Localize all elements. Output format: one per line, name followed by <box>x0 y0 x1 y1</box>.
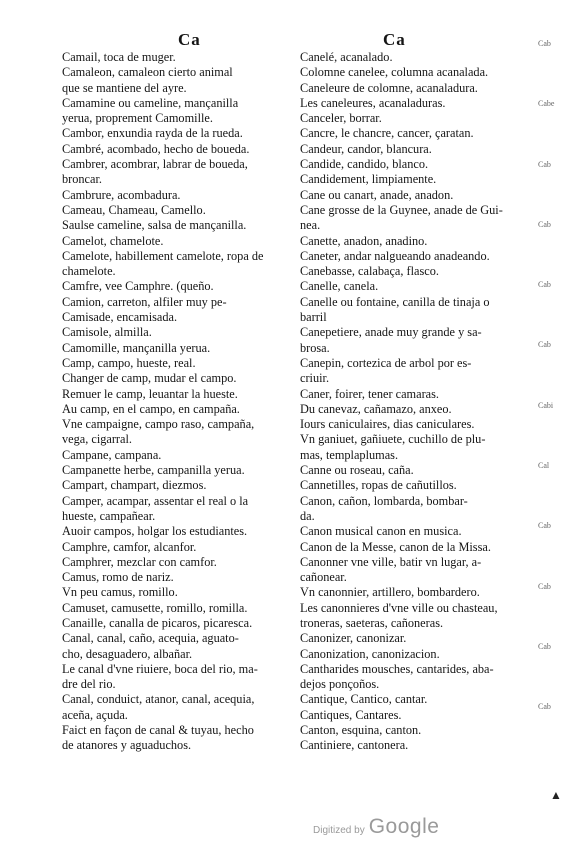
entry-line: Vn ganiuet, gañiuete, cuchillo de plu- <box>300 432 486 447</box>
entry-line: Saulse cameline, salsa de mançanilla. <box>62 218 247 233</box>
entry-line: Canepin, cortezica de arbol por es- <box>300 355 472 370</box>
right-running-header: Ca <box>383 30 406 49</box>
adjacent-page-edge <box>538 36 567 776</box>
edge-fragment: Cabe <box>538 99 555 109</box>
entry-line: Camomille, mançanilla yerua. <box>62 340 211 355</box>
entry-line: Vn peu camus, romillo. <box>62 585 178 600</box>
entry-line: Au camp, en el campo, en campaña. <box>62 401 240 416</box>
entry-line: Canne ou roseau, caña. <box>300 463 414 478</box>
entry-line: Caner, foirer, tener camaras. <box>300 386 439 401</box>
edge-fragment: Cab <box>538 280 551 290</box>
entry-line: broncar. <box>62 172 102 187</box>
entry-line: Cancre, le chancre, cancer, çaratan. <box>300 126 474 141</box>
entry-line: Caneter, andar nalgueando anadeando. <box>300 248 490 263</box>
entry-line: Cambrer, acombrar, labrar de boueda, <box>62 157 248 172</box>
entry-line: Vne campaigne, campo raso, campaña, <box>62 417 255 432</box>
entry-line: Cambrure, acombadura. <box>62 187 181 202</box>
entry-line: Camuset, camusette, romillo, romilla. <box>62 600 248 615</box>
entry-line: Les canonnieres d'vne ville ou chasteau, <box>300 600 498 615</box>
edge-fragment: Cab <box>538 702 551 712</box>
entry-line: Canon musical canon en musica. <box>300 524 462 539</box>
entry-line: Remuer le camp, leuantar la hueste. <box>62 386 238 401</box>
entry-line: Canonization, canonizacion. <box>300 646 440 661</box>
entry-line: Canelé, acanalado. <box>300 50 393 64</box>
entry-line: chamelote. <box>62 264 116 279</box>
entry-line: Les caneleures, acanaladuras. <box>300 95 446 110</box>
entry-line: Caneleure de colomne, acanaladura. <box>300 80 478 95</box>
right-column <box>300 50 520 754</box>
entry-line: cho, desaguadero, albañar. <box>62 646 193 661</box>
entry-line: Cameau, Chameau, Camello. <box>62 202 206 217</box>
entry-line: de atanores y aguaduchos. <box>62 738 192 753</box>
entry-line: Canceler, borrar. <box>300 111 382 126</box>
entry-line: Iours caniculaires, dias caniculares. <box>300 417 475 432</box>
entry-line: Changer de camp, mudar el campo. <box>62 371 237 386</box>
left-column <box>62 50 284 754</box>
edge-fragment: Cab <box>538 521 551 531</box>
entry-line: Canonner vne ville, batir vn lugar, a- <box>300 554 482 569</box>
entry-line: Camion, carreton, alfiler muy pe- <box>62 294 227 309</box>
entry-line: Camelote, habillement camelote, ropa de <box>62 248 264 263</box>
entry-line: barril <box>300 310 327 325</box>
entry-line: Canebasse, calabaça, flasco. <box>300 264 439 279</box>
entry-line: criuir. <box>300 371 330 386</box>
entry-line: Campart, champart, diezmos. <box>62 478 207 493</box>
entry-line: Canaille, canalla de picaros, picaresca. <box>62 615 253 630</box>
entry-line: Canepetiere, anade muy grande y sa- <box>300 325 482 340</box>
edge-fragment: Cab <box>538 340 551 350</box>
watermark-prefix: Digitized by <box>313 825 365 836</box>
entry-line: Camfre, vee Camphre. (queño. <box>62 279 214 294</box>
entry-line: Cambor, enxundia rayda de la rueda. <box>62 126 243 141</box>
entry-line: Faict en façon de canal & tuyau, hecho <box>62 723 254 738</box>
entry-line: da. <box>300 508 315 523</box>
edge-fragment: Cabi <box>538 400 554 410</box>
entry-line: Cantiniere, cantonera. <box>300 738 409 753</box>
entry-line: Camamine ou cameline, mançanilla <box>62 95 239 110</box>
entry-line: Canal, canal, caño, acequia, aguato- <box>62 631 239 646</box>
entry-line: que se mantiene del ayre. <box>62 80 187 95</box>
entry-line: Cambré, acombado, hecho de boueda. <box>62 141 250 156</box>
entry-line: Cane grosse de la Guynee, anade de Gui- <box>300 202 503 217</box>
entry-line: nea. <box>300 218 321 233</box>
entry-line: Camper, acampar, assentar el real o la <box>62 493 249 508</box>
entry-line: Cantharides mousches, cantarides, aba- <box>300 661 494 676</box>
edge-fragment: Cab <box>538 581 551 591</box>
edge-fragment: Cab <box>538 159 551 169</box>
entry-line: Camelot, chamelote. <box>62 233 164 248</box>
entry-line: Camail, toca de muger. <box>62 50 176 64</box>
entry-line: vega, cigarral. <box>62 432 132 447</box>
edge-fragment: Cab <box>538 39 551 48</box>
entry-line: Vn canonnier, artillero, bombardero. <box>300 585 480 600</box>
entry-line: Canelle ou fontaine, canilla de tinaja o <box>300 294 490 309</box>
left-running-header: Ca <box>178 30 201 49</box>
entry-line: dre del rio. <box>62 677 116 692</box>
entry-line: Candeur, candor, blancura. <box>300 141 432 156</box>
entry-line: Camus, romo de nariz. <box>62 570 174 585</box>
entry-line: Candide, candido, blanco. <box>300 157 429 172</box>
entry-line: Camphre, camfor, alcanfor. <box>62 539 197 554</box>
edge-fragment: Cal <box>538 461 550 471</box>
entry-line: Campane, campana. <box>62 447 162 462</box>
entry-line: Canon de la Messe, canon de la Missa. <box>300 539 491 554</box>
entry-line: aceña, açuda. <box>62 707 128 722</box>
entry-line: Canelle, canela. <box>300 279 379 294</box>
entry-line: Camisade, encamisada. <box>62 310 178 325</box>
entry-line: Camisole, almilla. <box>62 325 152 340</box>
entry-line: Canette, anadon, anadino. <box>300 233 428 248</box>
entry-line: Canton, esquina, canton. <box>300 723 422 738</box>
entry-line: Canon, cañon, lombarda, bombar- <box>300 493 468 508</box>
edge-fragment: Cab <box>538 219 551 229</box>
entry-line: brosa. <box>300 340 330 355</box>
entry-line: Cane ou canart, anade, anadon. <box>300 187 454 202</box>
entry-line: Camphrer, mezclar con camfor. <box>62 554 217 569</box>
entry-line: Auoir campos, holgar los estudiantes. <box>62 524 248 539</box>
entry-line: Camaleon, camaleon cierto animal <box>62 65 233 80</box>
page-edge-mark: ▲ <box>550 788 562 802</box>
entry-line: Canonizer, canonizar. <box>300 631 407 646</box>
watermark-brand: Google <box>368 815 440 838</box>
entry-line: Cantiques, Cantares. <box>300 707 402 722</box>
entry-line: Le canal d'vne riuiere, boca del rio, ma- <box>62 661 258 676</box>
entry-line: Cannetilles, ropas de cañutillos. <box>300 478 457 493</box>
entry-line: Du canevaz, cañamazo, anxeo. <box>300 401 452 416</box>
digitization-watermark <box>313 815 439 839</box>
entry-line: cañonear. <box>300 570 347 585</box>
edge-fragment: Cab <box>538 641 551 651</box>
entry-line: Colomne canelee, columna acanalada. <box>300 65 489 80</box>
entry-line: yerua, proprement Camomille. <box>62 111 213 126</box>
entry-line: Candidement, limpiamente. <box>300 172 437 187</box>
entry-line: Canal, conduict, atanor, canal, acequia, <box>62 692 255 707</box>
entry-line: mas, templaplumas. <box>300 447 399 462</box>
entry-line: Campanette herbe, campanilla yerua. <box>62 463 245 478</box>
entry-line: Camp, campo, hueste, real. <box>62 355 196 370</box>
entry-line: dejos ponçoños. <box>300 677 380 692</box>
entry-line: hueste, campañear. <box>62 508 156 523</box>
entry-line: Cantique, Cantico, cantar. <box>300 692 428 707</box>
entry-line: troneras, saeteras, cañoneras. <box>300 615 444 630</box>
